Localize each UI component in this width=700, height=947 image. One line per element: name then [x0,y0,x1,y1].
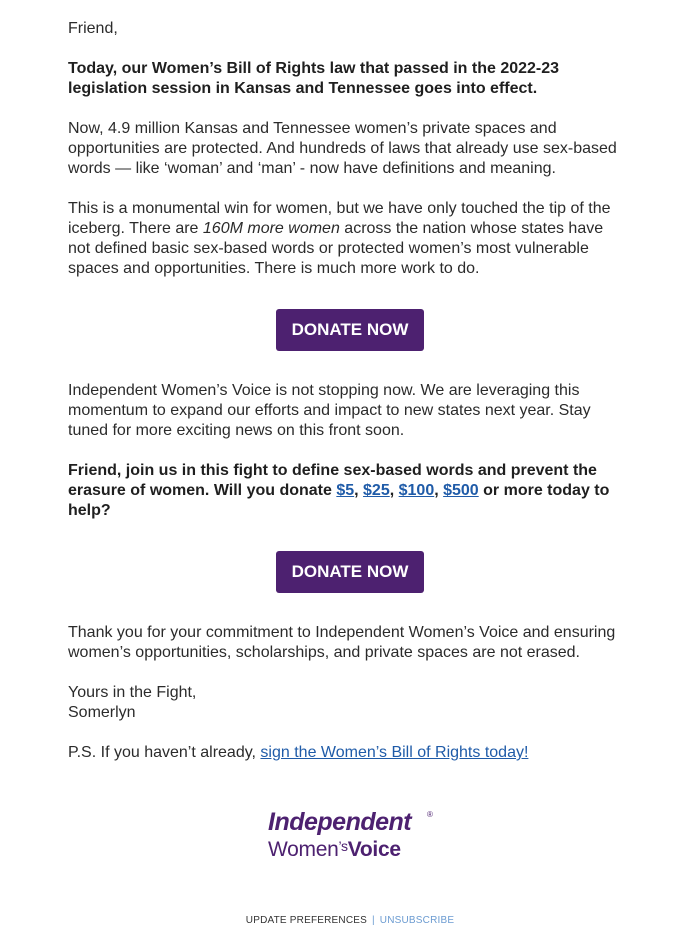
email-content [68,19,628,763]
donation-ask-end: or more today to help? [68,482,610,519]
donate-500-link[interactable]: $500 [443,482,479,499]
signoff: Yours in the Fight, [68,684,197,701]
footer-separator: | [371,915,375,926]
donate-now-button-1[interactable]: DONATE NOW [276,309,424,351]
paragraph-momentum: Independent Women’s Voice is not stopping now. We are leveraging this momentum to expand our efforts and impact to new states next year. Stay tuned for more exciting news on this front soon. [68,382,591,439]
donation-ask-start: Friend, join us in this fight to define sex-based words and prevent the erasure of women. Will you donate [68,462,597,499]
postscript-text: P.S. If you haven’t already, [68,744,261,761]
paragraph-win-emphasis: 160M more women [202,220,340,237]
donation-ask [68,461,628,521]
greeting: Friend, [68,20,118,37]
email-footer [0,915,700,926]
unsubscribe-link[interactable]: UNSUBSCRIBE [379,915,455,926]
amount-separator: , [389,482,399,499]
donate-100-link[interactable]: $100 [398,482,435,499]
amount-separator: , [354,482,364,499]
postscript [68,743,628,763]
logo-womens-voice-text [268,838,401,862]
amount-separator: , [434,482,444,499]
logo-independent-text: Independent [268,808,412,836]
logo-voice: Voice [347,838,401,861]
paragraph-protected: Now, 4.9 million Kansas and Tennessee women’s private spaces and opportunities are protected. And hundreds of laws that already use sex-based words — like ‘woman’ and ‘man’ - now have definitions and meaning. [68,120,617,177]
registered-mark: ® [427,810,433,819]
donate-25-link[interactable]: $25 [363,482,390,499]
donate-now-button-2[interactable]: DONATE NOW [276,551,424,593]
independent-womens-voice-logo[interactable] [268,808,438,866]
logo-apostrophe-s: ’s [338,838,348,854]
paragraph-win-start: This is a monumental win for women, but we have only touched the tip of the iceberg. There are [68,200,611,237]
signer-name: Somerlyn [68,704,136,721]
paragraph-win-end: across the nation whose states have not defined basic sex-based words or protected women’s most vulnerable spaces and opportunities. There is much more work to do. [68,220,604,277]
paragraph-win [68,199,628,279]
paragraph-thanks: Thank you for your commitment to Independent Women’s Voice and ensuring women’s opportunities, scholarships, and private spaces are not erased. [68,624,616,661]
donate-5-link[interactable]: $5 [336,482,355,499]
sign-bill-of-rights-link[interactable]: sign the Women’s Bill of Rights today! [260,744,529,761]
intro-headline: Today, our Women’s Bill of Rights law that passed in the 2022-23 legislation session in Kansas and Tennessee goes into effect. [68,60,560,97]
logo-women: Women [268,838,339,861]
donate-button-row-2 [68,551,632,593]
update-preferences-link[interactable]: UPDATE PREFERENCES [245,915,367,926]
donate-button-row-1 [68,309,632,351]
